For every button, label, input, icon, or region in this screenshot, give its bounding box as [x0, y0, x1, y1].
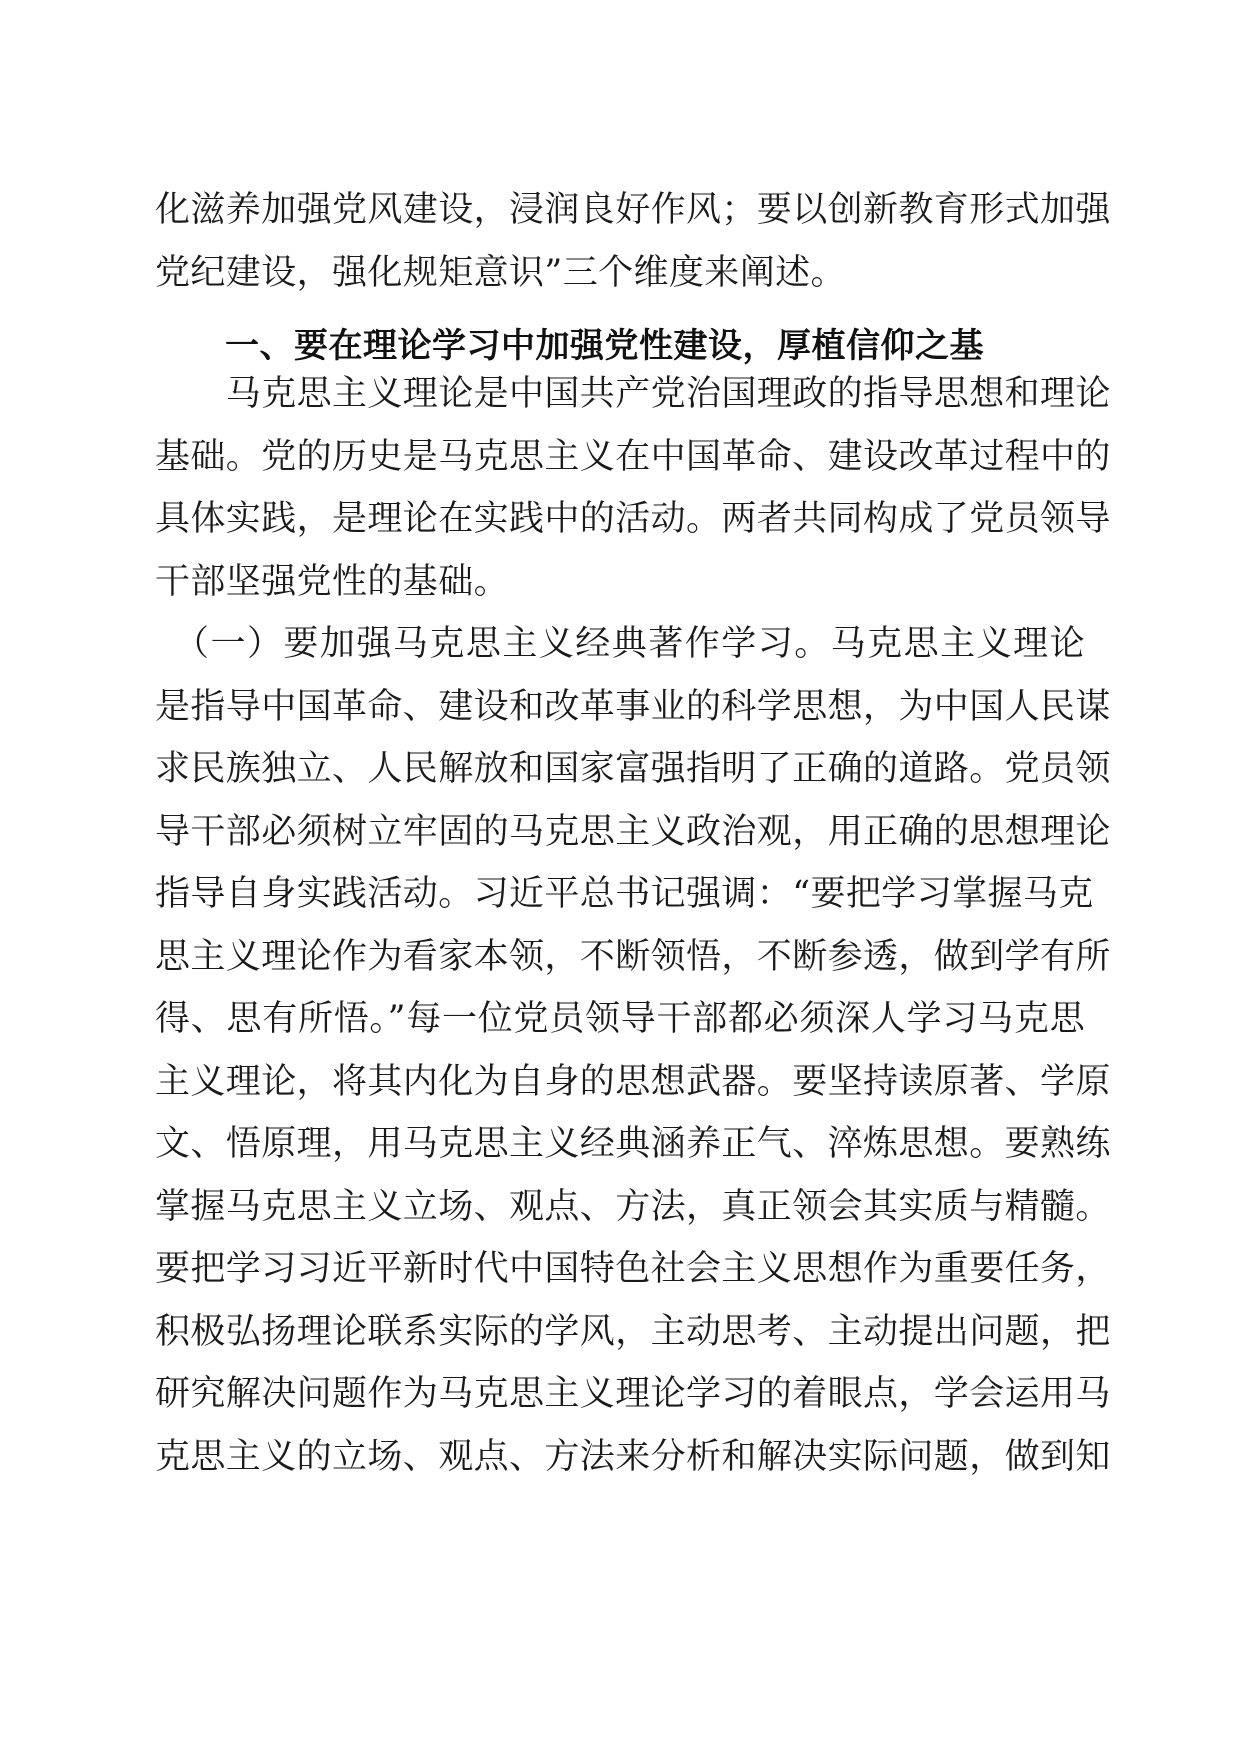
section-heading: 一、要在理论学习中加强党性建设，厚植信仰之基 — [225, 326, 984, 366]
text-line: （一）要加强马克思主义经典著作学习。马克思主义理论 — [155, 624, 1085, 664]
text-line: 要把学习习近平新时代中国特色社会主义思想作为重要任务， — [155, 1249, 1111, 1289]
intro-paragraph — [155, 179, 1111, 304]
text-line: 指导自身实践活动。习近平总书记强调：“要把学习掌握马克 — [155, 874, 1094, 914]
text-line: 党纪建设，强化规矩意识”三个维度来阐述。 — [155, 252, 846, 293]
text-line: 克思主义的立场、观点、方法来分析和解决实际问题，做到知 — [155, 1436, 1111, 1477]
paragraph-classics — [155, 613, 1111, 1488]
text-line: 马克思主义理论是中国共产党治国理政的指导思想和理论 — [155, 374, 1111, 414]
text-line: 思主义理论作为看家本领，不断领悟，不断参透，做到学有所 — [155, 936, 1111, 977]
text-line: 基础。党的历史是马克思主义在中国革命、建设改革过程中的 — [155, 436, 1111, 477]
text-line: 求民族独立、人民解放和国家富强指明了正确的道路。党员领 — [155, 749, 1111, 789]
text-line: 主义理论，将其内化为自身的思想武器。要坚持读原著、学原 — [155, 1061, 1111, 1102]
text-line: 文、悟原理，用马克思主义经典涵养正气、淬炼思想。要熟练 — [155, 1124, 1111, 1164]
paragraph-theory — [155, 363, 1111, 613]
text-line: 干部坚强党性的基础。 — [155, 561, 510, 602]
text-line: 研究解决问题作为马克思主义理论学习的着眼点，学会运用马 — [155, 1374, 1111, 1414]
text-line: 具体实践，是理论在实践中的活动。两者共同构成了党员领导 — [155, 499, 1111, 539]
text-line: 导干部必须树立牢固的马克思主义政治观，用正确的思想理论 — [155, 811, 1111, 852]
text-line: 积极弘扬理论联系实际的学风，主动思考、主动提出问题，把 — [155, 1311, 1111, 1352]
text-line: 化滋养加强党风建设，浸润良好作风；要以创新教育形式加强 — [155, 190, 1111, 230]
text-line: 得、思有所悟。”每一位党员领导干部都必须深人学习马克思 — [155, 999, 1085, 1039]
text-line: 是指导中国革命、建设和改革事业的科学思想，为中国人民谋 — [155, 686, 1111, 727]
text-line: 掌握马克思主义立场、观点、方法，真正领会其实质与精髓。 — [155, 1186, 1111, 1227]
